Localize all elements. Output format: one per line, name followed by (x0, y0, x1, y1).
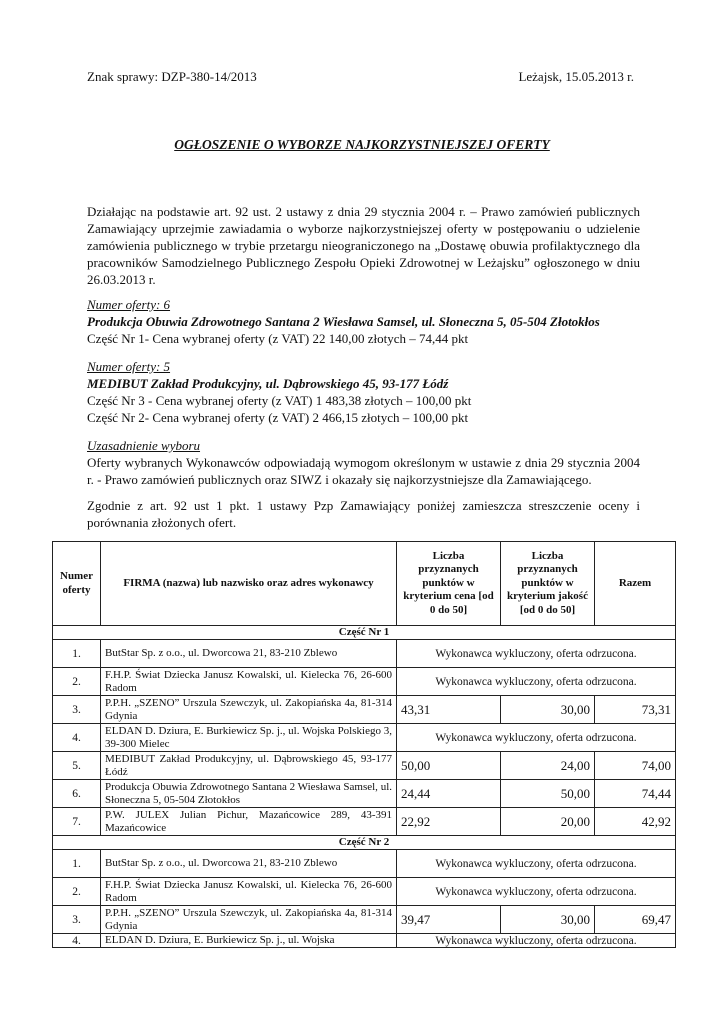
col-header-firm: FIRMA (nazwa) lub nazwisko oraz adres wykonawcy (101, 542, 397, 626)
offer-5-company: MEDIBUT Zakład Produkcyjny, ul. Dąbrowskiego 45, 93-177 Łódź (87, 376, 449, 391)
offer-5-price-part3: Część Nr 3 - Cena wybranej oferty (z VAT) 1 483,38 złotych – 100,00 pkt (87, 393, 472, 408)
part-row (53, 836, 676, 850)
col-header-price: Liczba przyznanych punktów w kryterium cena [od 0 do 50] (397, 542, 501, 626)
row-excluded: Wykonawca wykluczony, oferta odrzucona. (397, 934, 676, 948)
table-row (53, 808, 676, 836)
row-total-points: 74,44 (595, 780, 676, 808)
row-price-points: 22,92 (397, 808, 501, 836)
table-row (53, 878, 676, 906)
table-header-row (53, 542, 676, 626)
row-number: 2. (53, 668, 101, 696)
justification-label: Uzasadnienie wyboru (87, 438, 201, 453)
row-price-points: 50,00 (397, 752, 501, 780)
row-firm: ButStar Sp. z o.o., ul. Dworcowa 21, 83-210 Zblewo (101, 850, 397, 878)
row-quality-points: 30,00 (501, 696, 595, 724)
part-row (53, 626, 676, 640)
offer-5-label: Numer oferty: 5 (87, 359, 171, 374)
summary-text: Zgodnie z art. 92 ust 1 pkt. 1 ustawy Pzp Zamawiający poniżej zamieszcza streszczenie oceny i porównania złożonych ofert. (87, 498, 640, 530)
row-quality-points: 24,00 (501, 752, 595, 780)
row-excluded: Wykonawca wykluczony, oferta odrzucona. (397, 850, 676, 878)
offer-5-price-part2: Część Nr 2- Cena wybranej oferty (z VAT) 2 466,15 złotych – 100,00 pkt (87, 410, 469, 425)
row-number: 1. (53, 640, 101, 668)
col-header-number: Numer oferty (53, 542, 101, 626)
table-row (53, 640, 676, 668)
offer-6-price: Część Nr 1- Cena wybranej oferty (z VAT) 22 140,00 złotych – 74,44 pkt (87, 331, 469, 346)
col-header-total: Razem (595, 542, 676, 626)
table-row (53, 668, 676, 696)
row-number: 6. (53, 780, 101, 808)
row-firm: P.P.H. „SZENO” Urszula Szewczyk, ul. Zakopiańska 4a, 81-314 Gdynia (101, 696, 397, 724)
row-firm: F.H.P. Świat Dziecka Janusz Kowalski, ul. Kielecka 76, 26-600 Radom (101, 668, 397, 696)
table-row (53, 752, 676, 780)
col-header-quality: Liczba przyznanych punktów w kryterium jakość [od 0 do 50] (501, 542, 595, 626)
table-row (53, 850, 676, 878)
row-firm: F.H.P. Świat Dziecka Janusz Kowalski, ul. Kielecka 76, 26-600 Radom (101, 878, 397, 906)
table-row (53, 724, 676, 752)
part-title: Część Nr 2 (53, 836, 676, 850)
row-total-points: 74,00 (595, 752, 676, 780)
row-firm: MEDIBUT Zakład Produkcyjny, ul. Dąbrowskiego 45, 93-177 Łódź (101, 752, 397, 780)
justification-text: Oferty wybranych Wykonawców odpowiadają wymogom określonym w ustawie z dnia 29 stycznia 2004 r. - Prawo zamówień publicznych oraz SIWZ i okazały się najkorzystniejsze dla Zamawiającego. (87, 455, 640, 487)
row-price-points: 43,31 (397, 696, 501, 724)
page-title: OGŁOSZENIE O WYBORZE NAJKORZYSTNIEJSZEJ OFERTY (174, 137, 550, 152)
row-quality-points: 20,00 (501, 808, 595, 836)
table-row (53, 906, 676, 934)
table-row (53, 934, 676, 948)
row-total-points: 73,31 (595, 696, 676, 724)
part-title: Część Nr 1 (53, 626, 676, 640)
row-quality-points: 30,00 (501, 906, 595, 934)
row-total-points: 69,47 (595, 906, 676, 934)
offer-6-company: Produkcja Obuwia Zdrowotnego Santana 2 Wiesława Samsel, ul. Słoneczna 5, 05-504 Złotokłos (87, 314, 600, 329)
table-row (53, 696, 676, 724)
row-number: 1. (53, 850, 101, 878)
row-firm: P.W. JULEX Julian Pichur, Mazańcowice 289, 43-391 Mazańcowice (101, 808, 397, 836)
row-excluded: Wykonawca wykluczony, oferta odrzucona. (397, 724, 676, 752)
row-excluded: Wykonawca wykluczony, oferta odrzucona. (397, 668, 676, 696)
row-excluded: Wykonawca wykluczony, oferta odrzucona. (397, 878, 676, 906)
row-firm: ELDAN D. Dziura, E. Burkiewicz Sp. j., ul. Wojska (101, 934, 397, 948)
row-number: 4. (53, 724, 101, 752)
row-firm: ELDAN D. Dziura, E. Burkiewicz Sp. j., ul. Wojska Polskiego 3, 39-300 Mielec (101, 724, 397, 752)
row-quality-points: 50,00 (501, 780, 595, 808)
row-number: 2. (53, 878, 101, 906)
table-row (53, 780, 676, 808)
row-excluded: Wykonawca wykluczony, oferta odrzucona. (397, 640, 676, 668)
results-table (52, 541, 676, 948)
row-firm: ButStar Sp. z o.o., ul. Dworcowa 21, 83-210 Zblewo (101, 640, 397, 668)
offer-6-label: Numer oferty: 6 (87, 297, 171, 312)
row-price-points: 24,44 (397, 780, 501, 808)
row-number: 4. (53, 934, 101, 948)
row-number: 3. (53, 696, 101, 724)
row-price-points: 39,47 (397, 906, 501, 934)
row-number: 5. (53, 752, 101, 780)
case-number: Znak sprawy: DZP-380-14/2013 (87, 69, 257, 84)
row-number: 3. (53, 906, 101, 934)
place-date: Leżajsk, 15.05.2013 r. (518, 69, 634, 84)
row-firm: Produkcja Obuwia Zdrowotnego Santana 2 Wiesława Samsel, ul. Słoneczna 5, 05-504 Złotokłos (101, 780, 397, 808)
row-number: 7. (53, 808, 101, 836)
row-total-points: 42,92 (595, 808, 676, 836)
intro-paragraph: Działając na podstawie art. 92 ust. 2 ustawy z dnia 29 stycznia 2004 r. – Prawo zamówień publicznych Zamawiający uprzejmie zawiadamia o wyborze najkorzystniejszej oferty w postępowaniu o udzielenie zamówienia publicznego w trybie przetargu nieograniczonego na „Dostawę obuwia profilaktycznego dla pracowników Samodzielnego Publicznego Zespołu Opieki Zdrowotnej w Leżajsku” ogłoszonego w dniu 26.03.2013 r. (87, 204, 640, 287)
row-firm: P.P.H. „SZENO” Urszula Szewczyk, ul. Zakopiańska 4a, 81-314 Gdynia (101, 906, 397, 934)
